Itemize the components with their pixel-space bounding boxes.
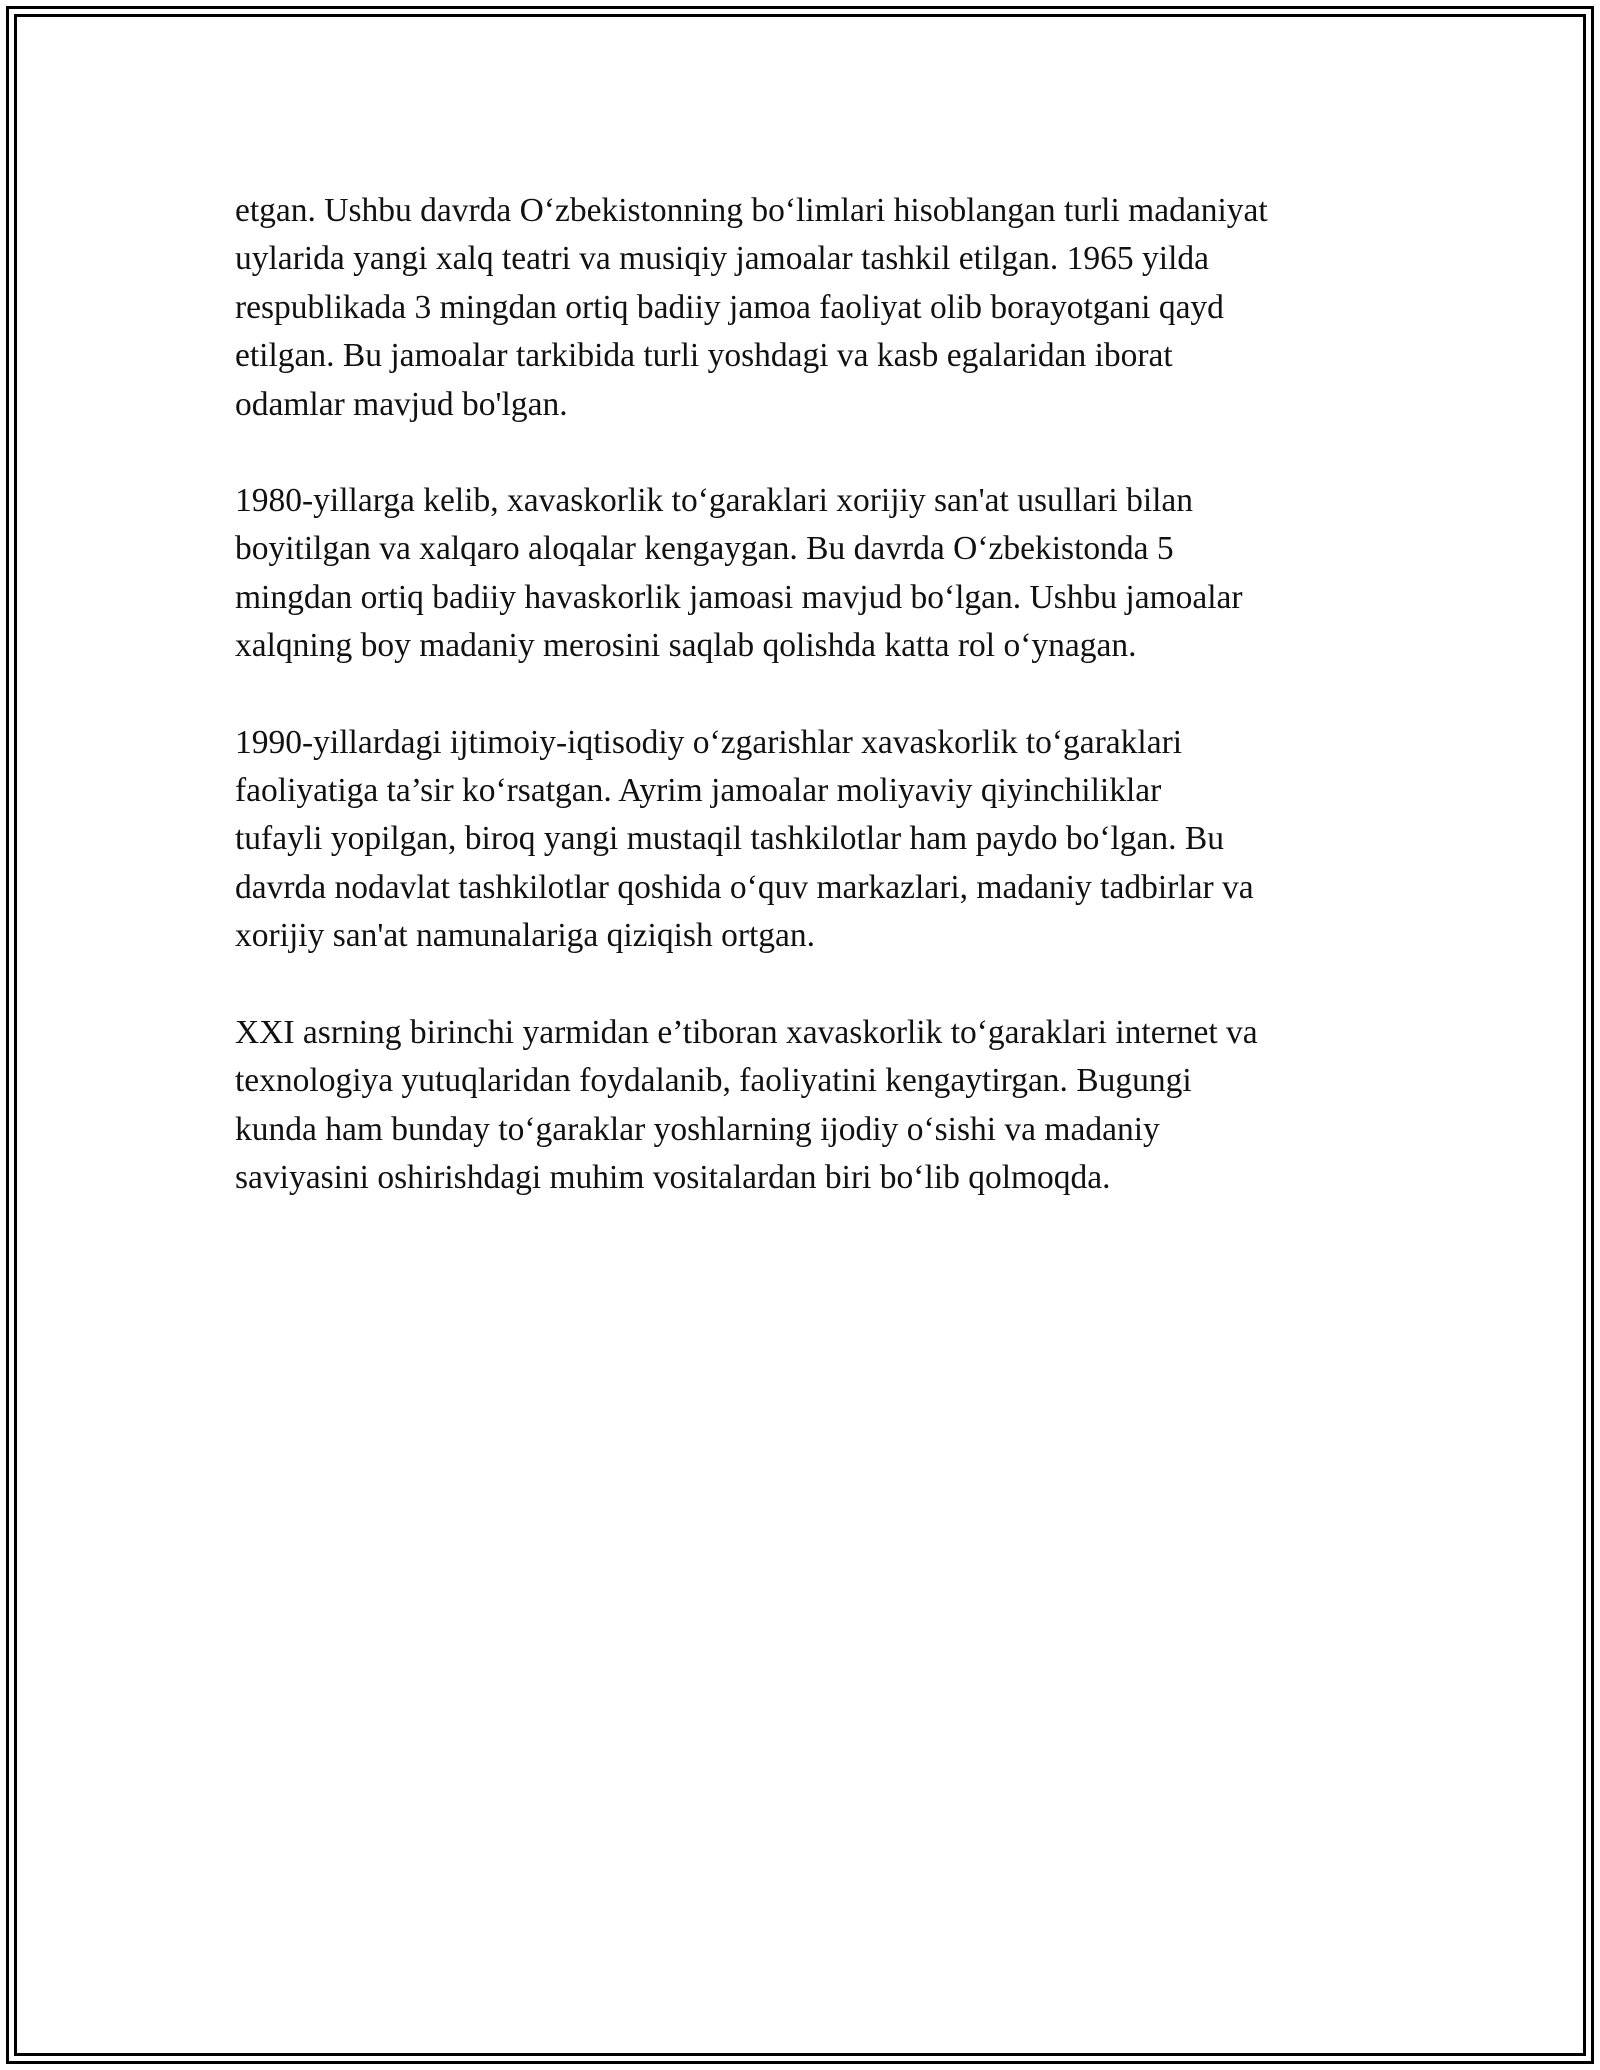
document-body (235, 187, 1375, 1250)
paragraph-4: XXI asrning birinchi yarmidan e’tiboran xavaskorlik to‘garaklari internet va texnologiya yutuqlaridan foydalanib, faoliyatini kengaytirgan. Bugungi kunda ham bunday to‘garaklar yoshlarning ijodiy o‘sishi va madaniy saviyasini oshirishdagi muhim vositalardan biri bo‘lib qolmoqda. (235, 1013, 1258, 1196)
paragraph-1: etgan. Ushbu davrda O‘zbekistonning bo‘limlari hisoblangan turli madaniyat uylarida yangi xalq teatri va musiqiy jamoalar tashkil etilgan. 1965 yilda respublikada 3 mingdan ortiq badiiy jamoa faoliyat olib borayotgani qayd etilgan. Bu jamoalar tarkibida turli yoshdagi va kasb egalaridan iborat odamlar mavjud bo'lgan. (235, 192, 1268, 423)
paragraph-2: 1980-yillarga kelib, xavaskorlik to‘garaklari xorijiy san'at usullari bilan boyitilgan va xalqaro aloqalar kengaygan. Bu davrda O‘zbekistonda 5 mingdan ortiq badiiy havaskorlik jamoasi mavjud bo‘lgan. Ushbu jamoalar xalqning boy madaniy merosini saqlab qolishda katta rol o‘ynagan. (235, 482, 1243, 665)
paragraph-3: 1990-yillardagi ijtimoiy-iqtisodiy o‘zgarishlar xavaskorlik to‘garaklari faoliyatiga ta’sir ko‘rsatgan. Ayrim jamoalar moliyaviy qiyinchiliklar tufayli yopilgan, biroq yangi mustaqil tashkilotlar ham paydo bo‘lgan. Bu davrda nodavlat tashkilotlar qoshida o‘quv markazlari, madaniy tadbirlar va xorijiy san'at namunalariga qiziqish ortgan. (235, 723, 1254, 955)
